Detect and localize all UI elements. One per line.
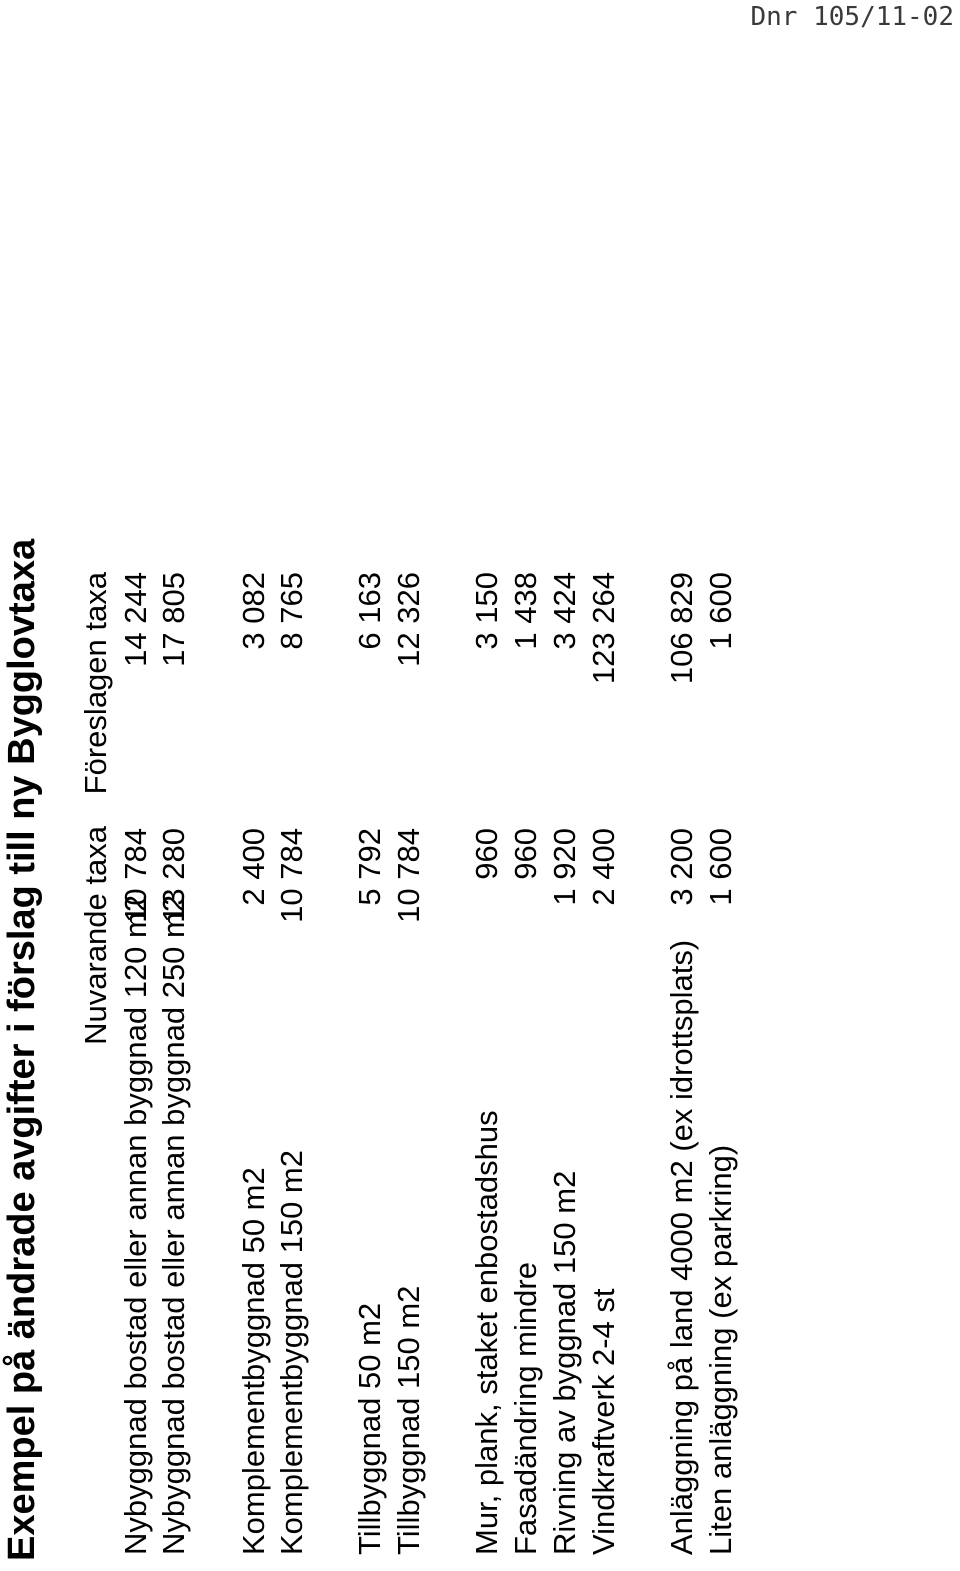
table-row bbox=[662, 0, 702, 1571]
current-fee-value: 10 784 bbox=[274, 828, 309, 923]
table-row bbox=[350, 0, 390, 1571]
table-row bbox=[389, 0, 429, 1571]
row-label: Rivning av byggnad 150 m2 bbox=[547, 1170, 582, 1555]
document-reference-number: Dnr 105/11-02 bbox=[750, 2, 954, 32]
document-title: Exempel på ändrade avgifter i förslag till ny Bygglovtaxa bbox=[1, 538, 43, 1561]
column-header-current-fee: Nuvarande taxa bbox=[78, 826, 113, 1045]
current-fee-value: 2 400 bbox=[586, 828, 621, 906]
current-fee-value: 2 400 bbox=[236, 828, 271, 906]
proposed-fee-value: 1 438 bbox=[508, 572, 543, 650]
proposed-fee-value: 106 829 bbox=[664, 572, 699, 685]
column-header-proposed-fee: Föreslagen taxa bbox=[78, 572, 113, 795]
proposed-fee-value: 3 150 bbox=[469, 572, 504, 650]
table-row bbox=[154, 0, 194, 1571]
current-fee-value: 1 600 bbox=[703, 828, 738, 906]
table-row bbox=[234, 0, 274, 1571]
current-fee-value: 1 920 bbox=[547, 828, 582, 906]
row-label: Komplementbyggnad 150 m2 bbox=[274, 1150, 309, 1555]
row-label: Liten anläggning (ex parkring) bbox=[703, 1144, 738, 1555]
row-label: Tillbyggnad 50 m2 bbox=[352, 1302, 387, 1555]
table-row bbox=[545, 0, 585, 1571]
current-fee-value: 960 bbox=[508, 828, 543, 880]
current-fee-value: 13 280 bbox=[156, 828, 191, 923]
proposed-fee-value: 17 805 bbox=[156, 572, 191, 667]
table-row bbox=[584, 0, 624, 1571]
table-row bbox=[506, 0, 546, 1571]
proposed-fee-value: 3 082 bbox=[236, 572, 271, 650]
proposed-fee-value: 123 264 bbox=[586, 572, 621, 685]
table-row bbox=[467, 0, 507, 1571]
proposed-fee-value: 12 326 bbox=[391, 572, 426, 667]
row-label: Vindkraftverk 2-4 st bbox=[586, 1288, 621, 1555]
current-fee-value: 960 bbox=[469, 828, 504, 880]
row-label: Komplementbyggnad 50 m2 bbox=[236, 1167, 271, 1555]
row-label: Fasadändring mindre bbox=[508, 1262, 543, 1555]
row-label: Mur, plank, staket enbostadshus bbox=[469, 1110, 504, 1555]
current-fee-value: 3 200 bbox=[664, 828, 699, 906]
row-label: Nybyggnad bostad eller annan byggnad 120 m2 bbox=[118, 894, 153, 1555]
proposed-fee-value: 8 765 bbox=[274, 572, 309, 650]
proposed-fee-value: 1 600 bbox=[703, 572, 738, 650]
row-label: Tillbyggnad 150 m2 bbox=[391, 1285, 426, 1555]
proposed-fee-value: 14 244 bbox=[118, 572, 153, 667]
current-fee-value: 10 784 bbox=[118, 828, 153, 923]
current-fee-value: 10 784 bbox=[391, 828, 426, 923]
table-row bbox=[116, 0, 156, 1571]
row-label: Anläggning på land 4000 m2 (ex idrottsplats) bbox=[664, 939, 699, 1555]
proposed-fee-value: 6 163 bbox=[352, 572, 387, 650]
current-fee-value: 5 792 bbox=[352, 828, 387, 906]
column-header-row bbox=[76, 0, 116, 1571]
table-row bbox=[272, 0, 312, 1571]
row-label: Nybyggnad bostad eller annan byggnad 250 m2 bbox=[156, 894, 191, 1555]
proposed-fee-value: 3 424 bbox=[547, 572, 582, 650]
table-row bbox=[701, 0, 741, 1571]
